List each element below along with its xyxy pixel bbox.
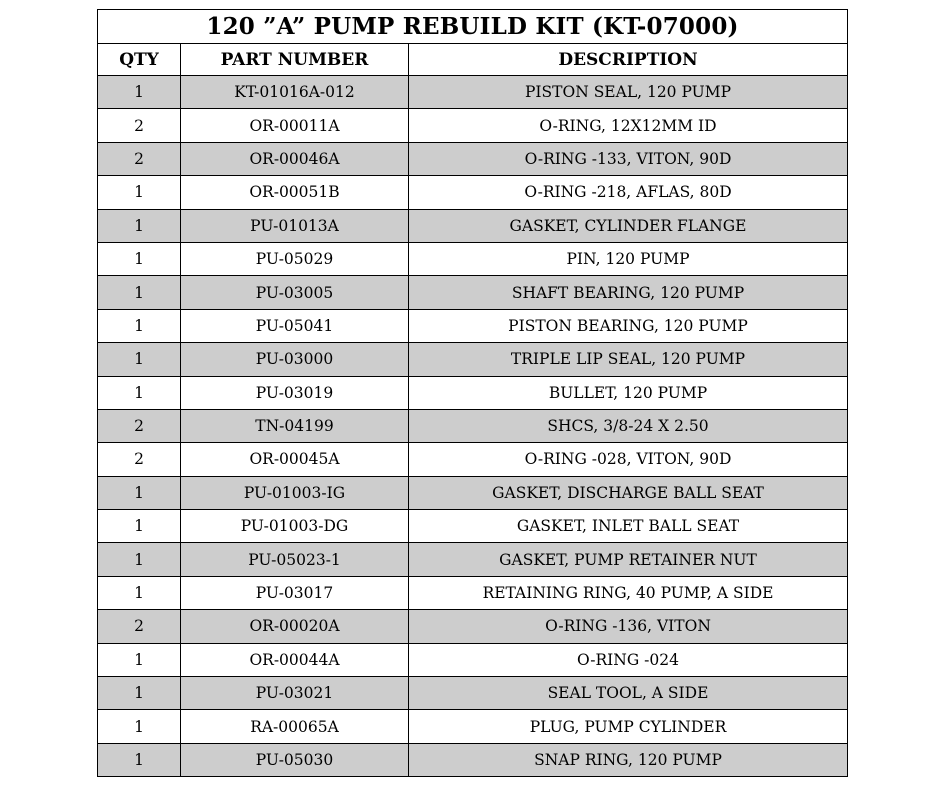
description-cell: SHCS, 3/8-24 X 2.50 bbox=[409, 409, 848, 442]
table-row bbox=[98, 209, 848, 242]
table-row bbox=[98, 109, 848, 142]
description-cell: O-RING -218, AFLAS, 80D bbox=[409, 176, 848, 209]
qty-header: QTY bbox=[98, 44, 181, 76]
table-row bbox=[98, 443, 848, 476]
part-number-cell: OR-00046A bbox=[181, 142, 409, 175]
qty-cell: 1 bbox=[98, 743, 181, 776]
description-cell: PIN, 120 PUMP bbox=[409, 242, 848, 275]
qty-cell: 2 bbox=[98, 443, 181, 476]
description-cell: RETAINING RING, 40 PUMP, A SIDE bbox=[409, 576, 848, 609]
table-row bbox=[98, 576, 848, 609]
qty-cell: 1 bbox=[98, 576, 181, 609]
part-number-cell: OR-00051B bbox=[181, 176, 409, 209]
table-row bbox=[98, 409, 848, 442]
qty-cell: 1 bbox=[98, 176, 181, 209]
part-number-cell: PU-01013A bbox=[181, 209, 409, 242]
table-row bbox=[98, 610, 848, 643]
part-number-header: PART NUMBER bbox=[181, 44, 409, 76]
table-row bbox=[98, 276, 848, 309]
table-row bbox=[98, 76, 848, 109]
description-cell: O-RING -024 bbox=[409, 643, 848, 676]
description-cell: GASKET, PUMP RETAINER NUT bbox=[409, 543, 848, 576]
part-number-cell: PU-05023-1 bbox=[181, 543, 409, 576]
description-cell: GASKET, DISCHARGE BALL SEAT bbox=[409, 476, 848, 509]
description-cell: PISTON BEARING, 120 PUMP bbox=[409, 309, 848, 342]
rebuild-kit-table bbox=[97, 9, 848, 777]
description-cell: O-RING, 12X12MM ID bbox=[409, 109, 848, 142]
qty-cell: 1 bbox=[98, 242, 181, 275]
part-number-cell: OR-00020A bbox=[181, 610, 409, 643]
qty-cell: 1 bbox=[98, 76, 181, 109]
part-number-cell: OR-00044A bbox=[181, 643, 409, 676]
qty-cell: 1 bbox=[98, 276, 181, 309]
description-cell: PLUG, PUMP CYLINDER bbox=[409, 710, 848, 743]
description-cell: BULLET, 120 PUMP bbox=[409, 376, 848, 409]
qty-cell: 1 bbox=[98, 643, 181, 676]
description-cell: SNAP RING, 120 PUMP bbox=[409, 743, 848, 776]
table-body bbox=[98, 76, 848, 777]
part-number-cell: TN-04199 bbox=[181, 409, 409, 442]
title-row bbox=[98, 10, 848, 44]
table-row bbox=[98, 543, 848, 576]
part-number-cell: PU-01003-DG bbox=[181, 510, 409, 543]
part-number-cell: OR-00045A bbox=[181, 443, 409, 476]
table-row bbox=[98, 743, 848, 776]
part-number-cell: OR-00011A bbox=[181, 109, 409, 142]
table-row bbox=[98, 343, 848, 376]
qty-cell: 1 bbox=[98, 510, 181, 543]
part-number-cell: PU-05029 bbox=[181, 242, 409, 275]
qty-cell: 1 bbox=[98, 543, 181, 576]
qty-cell: 1 bbox=[98, 677, 181, 710]
table-row bbox=[98, 710, 848, 743]
description-cell: SHAFT BEARING, 120 PUMP bbox=[409, 276, 848, 309]
description-cell: O-RING -028, VITON, 90D bbox=[409, 443, 848, 476]
description-cell: SEAL TOOL, A SIDE bbox=[409, 677, 848, 710]
table-row bbox=[98, 643, 848, 676]
description-cell: O-RING -133, VITON, 90D bbox=[409, 142, 848, 175]
description-header: DESCRIPTION bbox=[409, 44, 848, 76]
table-row bbox=[98, 677, 848, 710]
table-row bbox=[98, 376, 848, 409]
part-number-cell: PU-03017 bbox=[181, 576, 409, 609]
part-number-cell: PU-03000 bbox=[181, 343, 409, 376]
qty-cell: 2 bbox=[98, 610, 181, 643]
qty-cell: 2 bbox=[98, 142, 181, 175]
description-cell: TRIPLE LIP SEAL, 120 PUMP bbox=[409, 343, 848, 376]
table-title: 120 ”A” PUMP REBUILD KIT (KT-07000) bbox=[98, 10, 848, 44]
qty-cell: 2 bbox=[98, 409, 181, 442]
part-number-cell: PU-01003-IG bbox=[181, 476, 409, 509]
qty-cell: 1 bbox=[98, 343, 181, 376]
description-cell: O-RING -136, VITON bbox=[409, 610, 848, 643]
part-number-cell: PU-05030 bbox=[181, 743, 409, 776]
table-row bbox=[98, 242, 848, 275]
description-cell: GASKET, CYLINDER FLANGE bbox=[409, 209, 848, 242]
header-row bbox=[98, 44, 848, 76]
qty-cell: 2 bbox=[98, 109, 181, 142]
part-number-cell: RA-00065A bbox=[181, 710, 409, 743]
qty-cell: 1 bbox=[98, 376, 181, 409]
table-row bbox=[98, 176, 848, 209]
qty-cell: 1 bbox=[98, 710, 181, 743]
table-row bbox=[98, 309, 848, 342]
qty-cell: 1 bbox=[98, 309, 181, 342]
part-number-cell: PU-05041 bbox=[181, 309, 409, 342]
part-number-cell: KT-01016A-012 bbox=[181, 76, 409, 109]
qty-cell: 1 bbox=[98, 209, 181, 242]
part-number-cell: PU-03019 bbox=[181, 376, 409, 409]
table-row bbox=[98, 142, 848, 175]
description-cell: GASKET, INLET BALL SEAT bbox=[409, 510, 848, 543]
description-cell: PISTON SEAL, 120 PUMP bbox=[409, 76, 848, 109]
part-number-cell: PU-03021 bbox=[181, 677, 409, 710]
table-row bbox=[98, 476, 848, 509]
qty-cell: 1 bbox=[98, 476, 181, 509]
part-number-cell: PU-03005 bbox=[181, 276, 409, 309]
table-row bbox=[98, 510, 848, 543]
